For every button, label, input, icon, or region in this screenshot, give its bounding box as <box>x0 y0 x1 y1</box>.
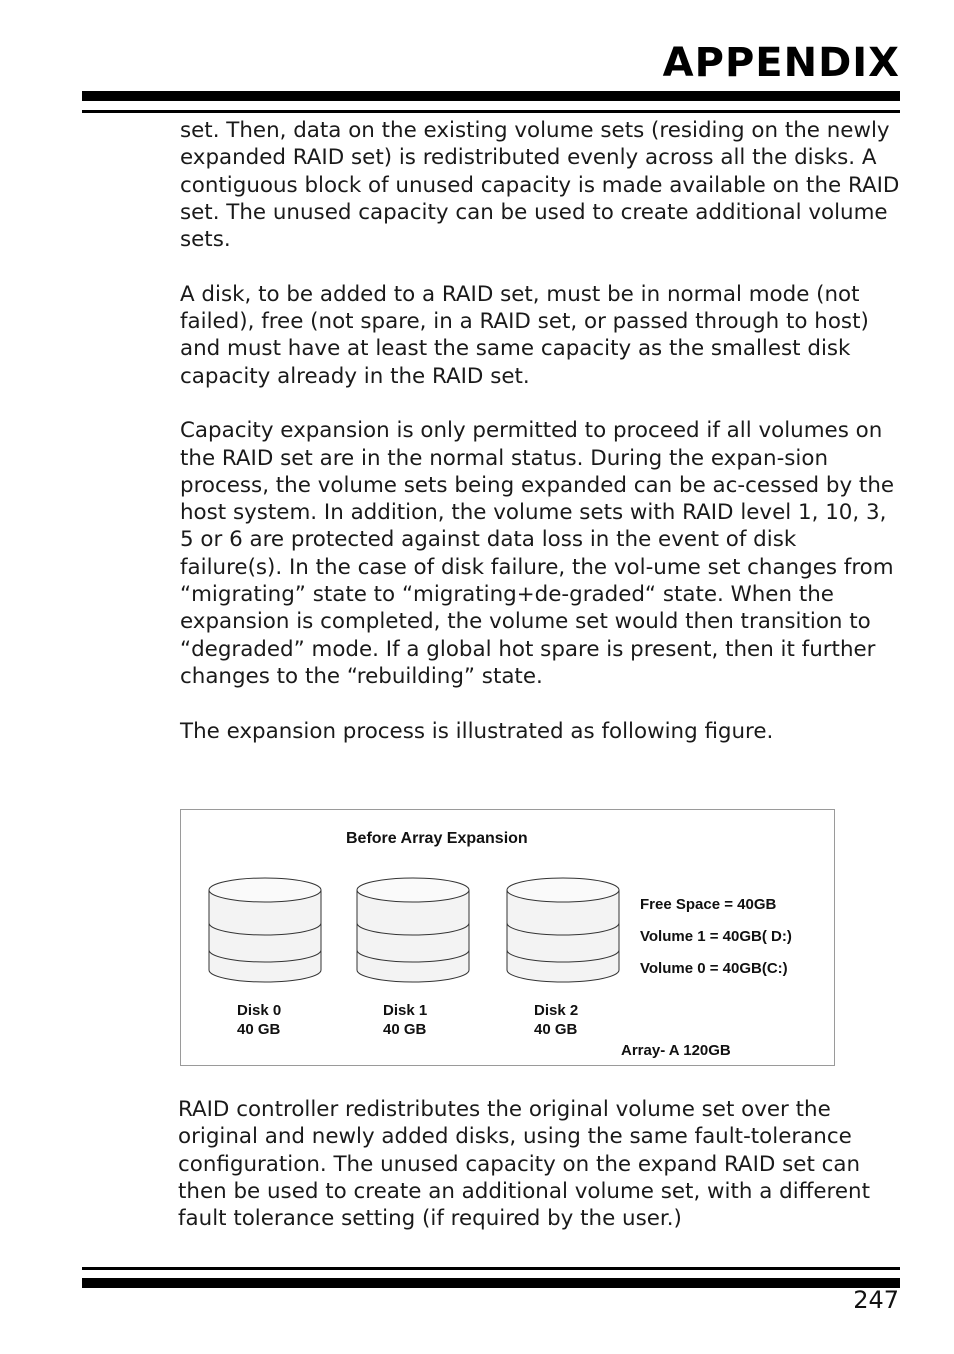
disk-2-name: Disk 2 <box>534 1002 579 1019</box>
paragraph: Capacity expansion is only permitted to proceed if all volumes on the RAID set are in the normal status. During the expan-sion process, the volume sets being expanded can be ac-cessed by the host system. In addition, the volume sets with RAID level 1, 10, 3, 5 or 6 are protected against data loss in the event of disk failure(s). In the case of disk failure, the vol-ume set changes from “migrating” state to “migrating+de-graded“ state. When the expansion is completed, the volume set would then transition to “degraded” mode. If a global hot spare is present, then it further changes to the “rebuilding” state. <box>180 418 895 689</box>
page-number: 247 <box>853 1286 899 1314</box>
page-header-title: APPENDIX <box>662 40 900 86</box>
paragraph: RAID controller redistributes the original volume set over the original and newly added disks, using the same fault-tolerance configuration. The unused capacity on the expand RAID set can then be used to create an additional volume set, with a different fault tolerance setting (if required by the user.) <box>178 1097 870 1232</box>
disk-0-name: Disk 0 <box>237 1002 282 1019</box>
paragraph: A disk, to be added to a RAID set, must be in normal mode (not failed), free (not spare, in a RAID set, or passed through to host) and must have at least the same capacity as the smallest disk capacity already in the RAID set. <box>180 281 869 389</box>
disk-2-size: 40 GB <box>534 1021 578 1038</box>
footer-rule-thick <box>82 1278 900 1288</box>
paragraph: set. Then, data on the existing volume sets (residing on the newly expanded RAID set) is redistributed evenly across all the disks. A contiguous block of unused capacity is made available on the RAID set. The unused capacity can be used to create additional volume sets. <box>180 118 900 253</box>
header-rule-thick <box>82 91 900 101</box>
body-text <box>180 117 904 772</box>
after-figure-text <box>178 1096 902 1260</box>
disk-2-icon <box>507 878 619 982</box>
disk-0-icon <box>209 878 321 982</box>
disk-1-size: 40 GB <box>383 1021 427 1038</box>
legend-volume-1: Volume 1 = 40GB( D:) <box>640 928 792 945</box>
paragraph: The expansion process is illustrated as following figure. <box>180 718 774 744</box>
figure-title: Before Array Expansion <box>346 830 528 847</box>
footer-rule-thin <box>82 1267 900 1270</box>
array-expansion-figure <box>180 809 835 1066</box>
header-rule-thin <box>82 110 900 113</box>
legend-free-space: Free Space = 40GB <box>640 896 777 913</box>
disk-0-size: 40 GB <box>237 1021 281 1038</box>
disk-1-icon <box>357 878 469 982</box>
array-expansion-diagram <box>181 810 834 1065</box>
array-label: Array- A 120GB <box>621 1042 731 1059</box>
disk-1-name: Disk 1 <box>383 1002 428 1019</box>
legend-volume-0: Volume 0 = 40GB(C:) <box>640 960 788 977</box>
